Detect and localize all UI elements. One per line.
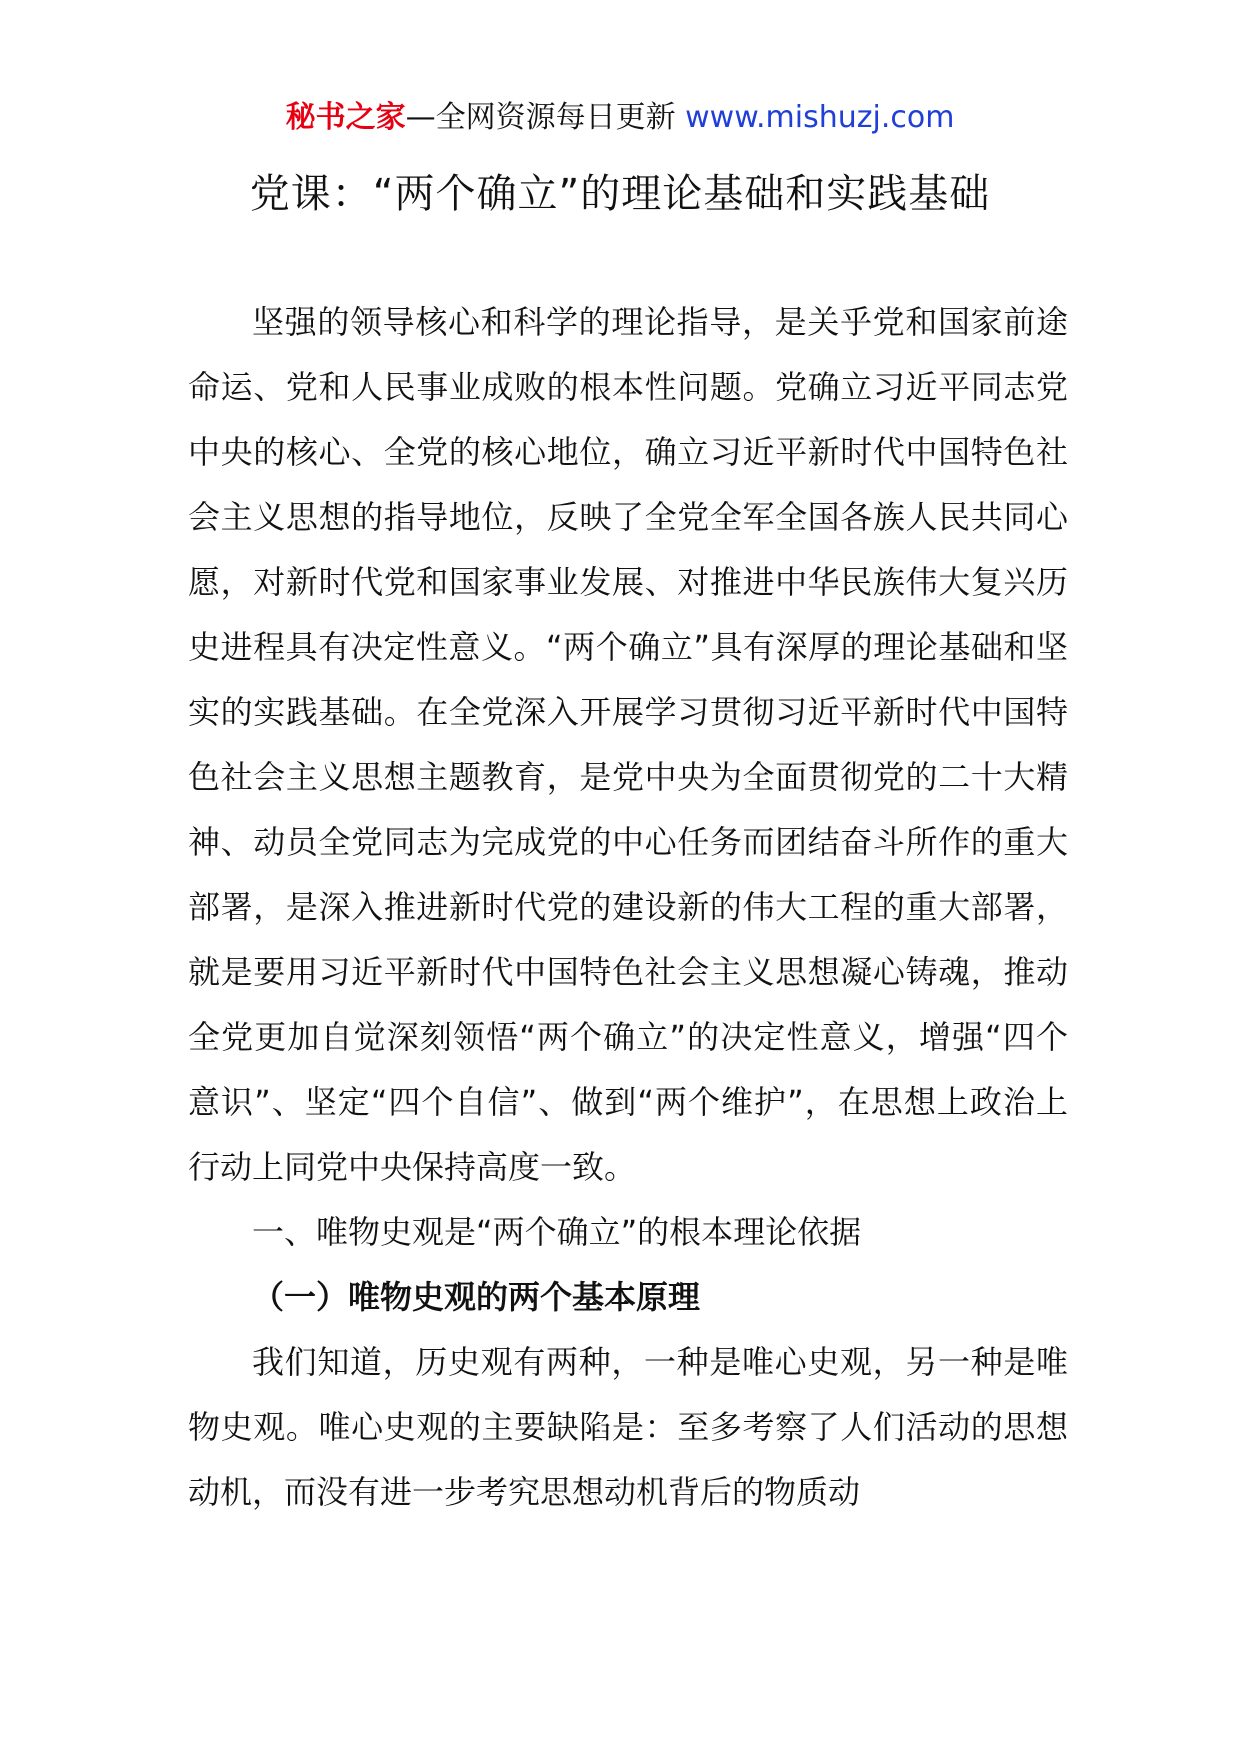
- subsection-heading: （一）唯物史观的两个基本原理: [252, 1278, 701, 1316]
- paragraph-history-views: 我们知道，历史观有两种，一种是唯心史观，另一种是唯物史观。唯心史观的主要缺陷是：至多考察了人们活动的思想动机，而没有进一步考究思想动机背后的物质动: [188, 1343, 1068, 1511]
- section-heading: 一、唯物史观是“两个确立”的根本理论依据: [252, 1213, 862, 1251]
- site-url-link[interactable]: www.mishuzj.com: [685, 100, 955, 135]
- paragraph-intro: 坚强的领导核心和科学的理论指导，是关乎党和国家前途命运、党和人民事业成败的根本性问题。党确立习近平同志党中央的核心、全党的核心地位，确立习近平新时代中国特色社会主义思想的指导地位，反映了全党全军全国各族人民共同心愿，对新时代党和国家事业发展、对推进中华民族伟大复兴历史进程具有决定性意义。“两个确立”具有深厚的理论基础和坚实的实践基础。在全党深入开展学习贯彻习近平新时代中国特色社会主义思想主题教育，是党中央为全面贯彻党的二十大精神、动员全党同志为完成党的中心任务而团结奋斗所作的重大部署，是深入推进新时代党的建设新的伟大工程的重大部署，就是要用习近平新时代中国特色社会主义思想凝心铸魂，推动全党更加自觉深刻领悟“两个确立”的决定性意义，增强“四个意识”、坚定“四个自信”、做到“两个维护”，在思想上政治上行动上同党中央保持高度一致。: [188, 303, 1068, 1186]
- document-title: 党课：“两个确立”的理论基础和实践基础: [249, 171, 991, 217]
- document-body: [188, 290, 1068, 1525]
- site-brand: 秘书之家: [285, 100, 406, 135]
- site-header: [0, 96, 1240, 140]
- site-tagline: —全网资源每日更新: [405, 100, 686, 135]
